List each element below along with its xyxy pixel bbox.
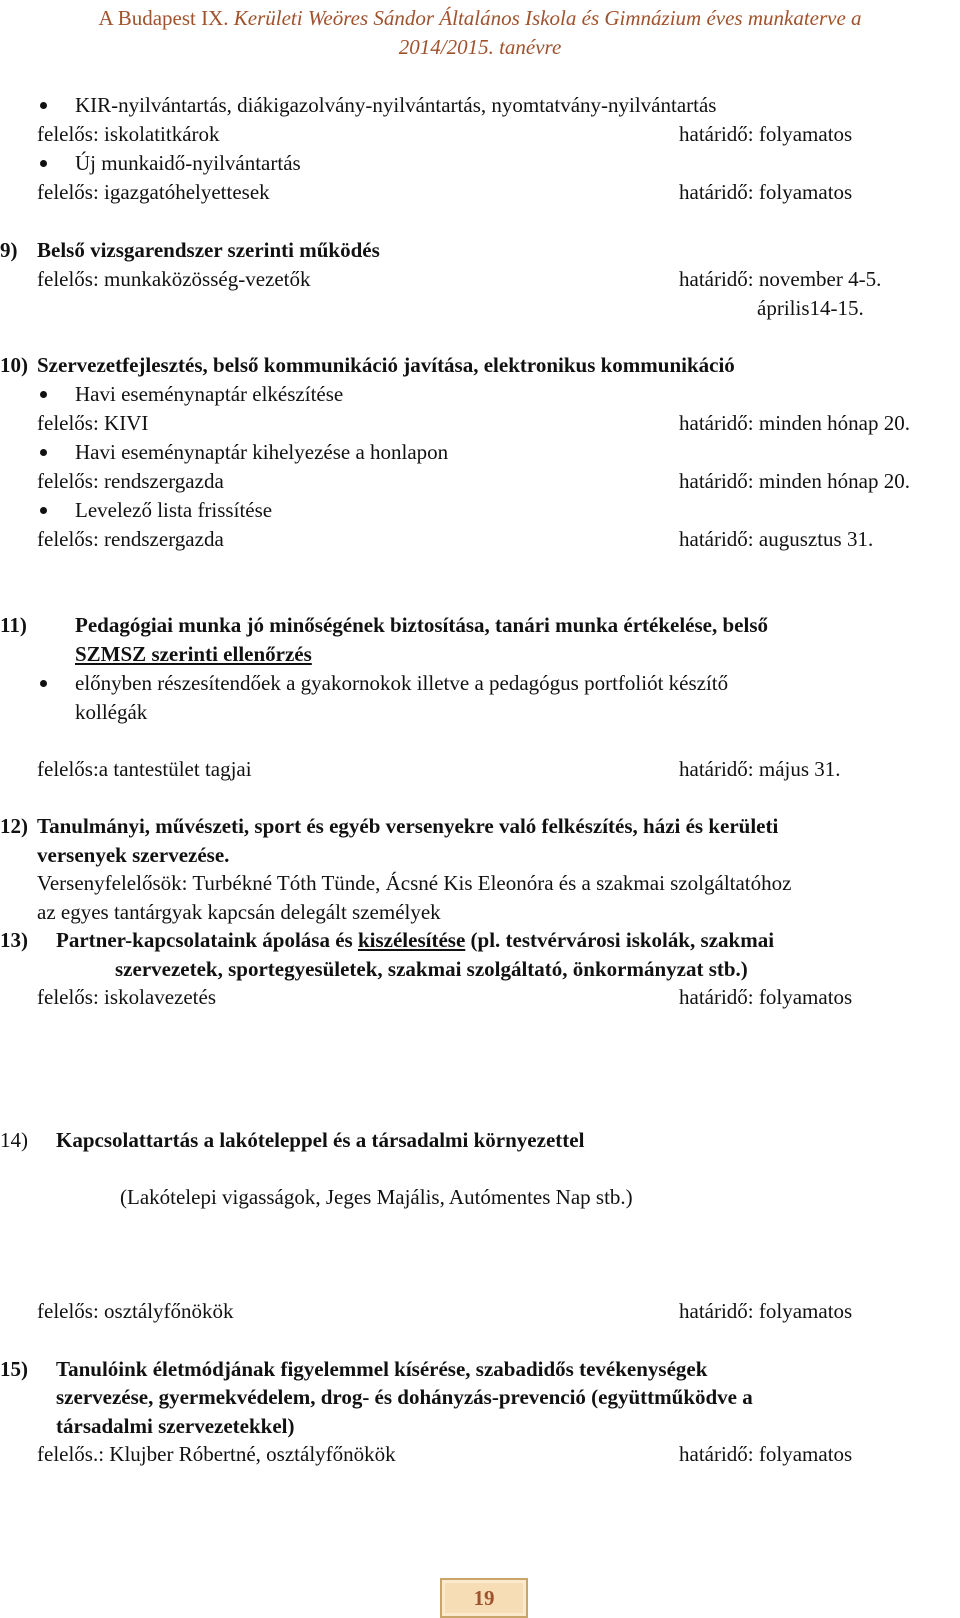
section-13-title-line-2: szervezetek, sportegyesületek, szakmai szolgáltató, önkormányzat stb.): [115, 957, 748, 981]
section-13-title-underlined: kiszélesítése: [357, 928, 466, 952]
section-14-title: Kapcsolattartás a lakóteleppel és a társadalmi környezettel: [56, 1128, 585, 1152]
bullet-icon: [40, 449, 47, 456]
item-munkaido: Új munkaidő-nyilvántartás: [75, 151, 301, 175]
section-13-number: 13): [0, 928, 28, 952]
section-11-item-line-1: előnyben részesítendőek a gyakornokok illetve a pedagógus portfoliót készítő: [75, 671, 729, 695]
section-10-item-1: Havi eseménynaptár elkészítése: [75, 382, 344, 406]
section-12-title-line-2: versenyek szervezése.: [37, 843, 230, 867]
header-title: Kerületi Weöres Sándor Általános Iskola és Gimnázium éves munkaterve a: [233, 6, 862, 30]
bullet-icon: [40, 507, 47, 514]
section-14-deadline: határidő: folyamatos: [679, 1299, 853, 1323]
section-12-number: 12): [0, 814, 28, 838]
section-11-title-line-1: Pedagógiai munka jó minőségének biztosítása, tanári munka értékelése, belső: [75, 613, 768, 637]
section-11-item-line-2: kollégák: [75, 700, 148, 724]
section-15-title-line-3: társadalmi szervezetekkel): [56, 1414, 295, 1438]
section-10-item-2-responsible: felelős: rendszergazda: [37, 469, 224, 493]
item-kir: KIR-nyilvántartás, diákigazolvány-nyilvántartás, nyomtatvány-nyilvántartás: [75, 93, 717, 117]
section-10-item-3: Levelező lista frissítése: [75, 498, 273, 522]
section-10-item-3-responsible: felelős: rendszergazda: [37, 527, 224, 551]
section-10-item-1-deadline: határidő: minden hónap 20.: [679, 411, 910, 435]
deadline-munkaido: határidő: folyamatos: [679, 180, 853, 204]
section-9-title: Belső vizsgarendszer szerinti működés: [37, 238, 380, 262]
section-15-title-line-1: Tanulóink életmódjának figyelemmel kísérése, szabadidős tevékenységek: [56, 1357, 708, 1381]
section-10-item-3-deadline: határidő: augusztus 31.: [679, 527, 874, 551]
section-14-note: (Lakótelepi vigasságok, Jeges Majális, Autómentes Nap stb.): [120, 1185, 633, 1209]
section-10-number: 10): [0, 353, 28, 377]
section-15-deadline: határidő: folyamatos: [679, 1442, 853, 1466]
responsible-munkaido: felelős: igazgatóhelyettesek: [37, 180, 270, 204]
section-9-responsible: felelős: munkaközösség-vezetők: [37, 267, 311, 291]
section-13-responsible: felelős: iskolavezetés: [37, 985, 217, 1009]
section-13-title-part-a: Partner-kapcsolataink ápolása és: [56, 928, 358, 952]
page-header: [0, 4, 960, 62]
bullet-icon: [40, 160, 47, 167]
section-13-deadline: határidő: folyamatos: [679, 985, 853, 1009]
section-10-item-2: Havi eseménynaptár kihelyezése a honlapon: [75, 440, 449, 464]
section-9-deadline: határidő: november 4-5.: [679, 267, 882, 291]
header-line-1: [0, 4, 960, 33]
section-15-title-line-2: szervezése, gyermekvédelem, drog- és dohányzás-prevenció (együttműködve a: [56, 1385, 753, 1409]
section-12-title-line-1: Tanulmányi, művészeti, sport és egyéb versenyekre való felkészítés, házi és kerületi: [37, 814, 779, 838]
section-11-number: 11): [0, 613, 27, 637]
section-15-number: 15): [0, 1357, 28, 1381]
section-12-text-line-1: Versenyfelelősök: Turbékné Tóth Tünde, Ácsné Kis Eleonóra és a szakmai szolgáltatóhoz: [37, 871, 792, 895]
section-14-responsible: felelős: osztályfőnökök: [37, 1299, 234, 1323]
section-14-number: 14): [0, 1128, 28, 1152]
deadline-kir: határidő: folyamatos: [679, 122, 853, 146]
section-11-title-line-2: SZMSZ szerinti ellenőrzés: [75, 642, 312, 666]
section-11-responsible: felelős:a tantestület tagjai: [37, 757, 252, 781]
page-number: 19: [440, 1578, 528, 1618]
section-15-responsible: felelős.: Klujber Róbertné, osztályfőnökök: [37, 1442, 396, 1466]
section-10-item-2-deadline: határidő: minden hónap 20.: [679, 469, 910, 493]
bullet-icon: [40, 102, 47, 109]
section-11-deadline: határidő: május 31.: [679, 757, 841, 781]
section-10-item-1-responsible: felelős: KIVI: [37, 411, 149, 435]
section-9-deadline-2: április14-15.: [757, 296, 864, 320]
section-13-title-part-b: (pl. testvérvárosi iskolák, szakmai: [465, 928, 775, 952]
header-brand: A Budapest IX.: [98, 6, 229, 30]
responsible-kir: felelős: iskolatitkárok: [37, 122, 220, 146]
bullet-icon: [40, 680, 47, 687]
section-13-title-line-1: [56, 926, 774, 954]
section-9-number: 9): [0, 238, 18, 262]
section-12-text-line-2: az egyes tantárgyak kapcsán delegált személyek: [37, 900, 441, 924]
section-10-title: Szervezetfejlesztés, belső kommunikáció javítása, elektronikus kommunikáció: [37, 353, 735, 377]
bullet-icon: [40, 391, 47, 398]
header-line-2: 2014/2015. tanévre: [398, 35, 562, 59]
